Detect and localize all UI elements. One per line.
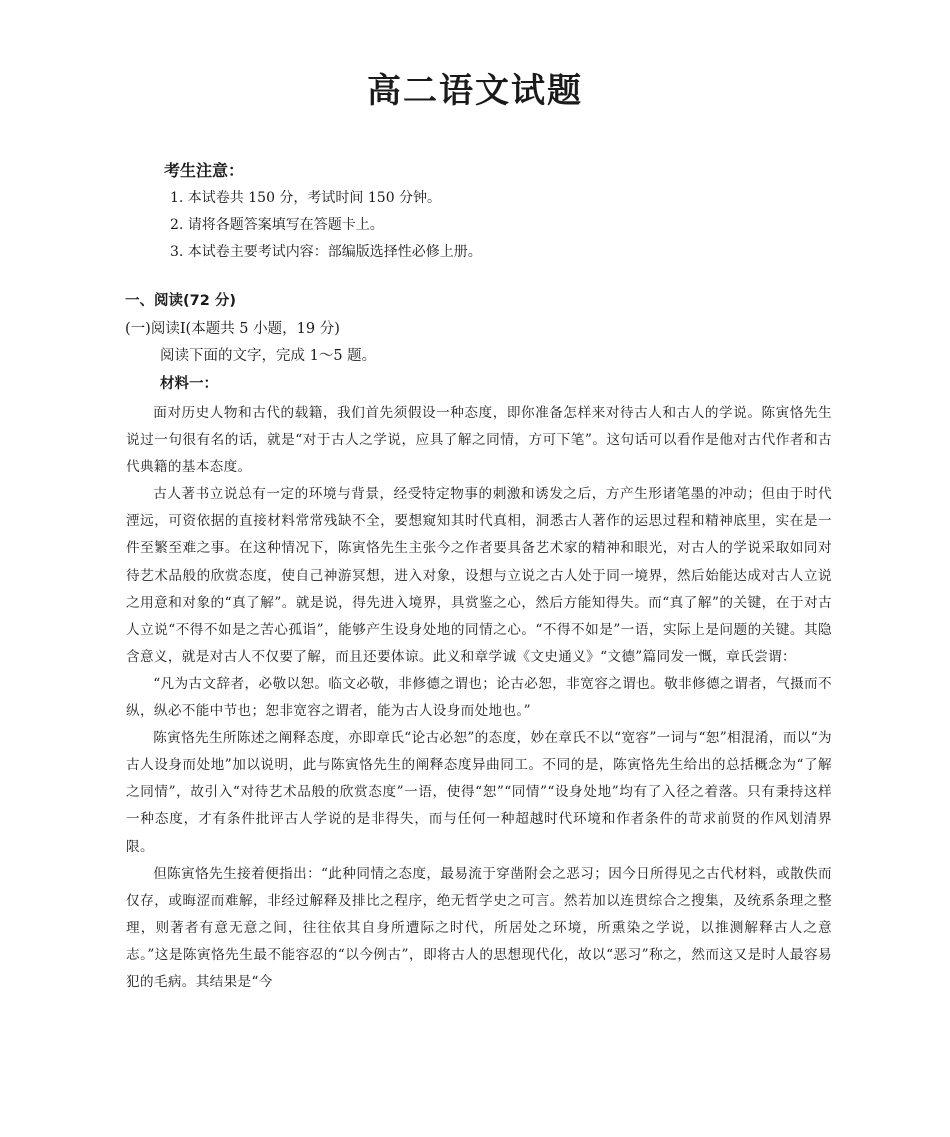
passage-text xyxy=(126,400,832,996)
notice-item: 2. 请将各题答案填写在答题卡上。 xyxy=(170,217,384,233)
paragraph: 但陈寅恪先生接着便指出：“此种同情之态度，最易流于穿凿附会之恶习；因今日所得见之古代材料，或散佚而仅存，或晦涩而难解，非经过解释及排比之程序，绝无哲学史之可言。然若加以连贯综合之搜集，及统系条理之整理，则著者有意无意之间，往往依其自身所遭际之时代，所居处之环境，所熏染之学说，以推测解释古人之意志。”这是陈寅恪先生最不能容忍的“以今例古”，即将古人的思想现代化，故以“恶习”称之，然而这又是时人最容易犯的毛病。其结果是“今 xyxy=(126,865,832,990)
notice-heading: 考生注意： xyxy=(164,161,245,180)
paragraph: 古人著书立说总有一定的环境与背景，经受特定物事的刺激和诱发之后，方产生形诸笔墨的冲动；但由于时代湮远，可资依据的直接材料常常残缺不全，要想窥知其时代真相，洞悉古人著作的运思过程和精神底里，实在是一件至繁至难之事。在这种情况下，陈寅恪先生主张今之作者要具备艺术家的精神和眼光，对古人的学说采取如同对待艺术品般的欣赏态度，使自己神游冥想，进入对象，设想与立说之古人处于同一境界，然后始能达成对古人立说之用意和对象的“真了解”。就是说，得先进入境界，具赏鉴之心，然后方能知得失。而“真了解”的关键，在于对古人立说“不得不如是之苦心孤诣”，能够产生设身处地的同情之心。“不得不如是”一语，实际上是问题的关键。其隐含意义，就是对古人不仅要了解，而且还要体谅。此义和章学诚《文史通义》“文德”篇同发一慨，章氏尝谓： xyxy=(126,486,832,665)
exam-title: 高二语文试题 xyxy=(367,71,583,111)
paragraph: 面对历史人物和古代的载籍，我们首先须假设一种态度，即你准备怎样来对待古人和古人的学说。陈寅恪先生说过一句很有名的话，就是“对于古人之学说，应具了解之同情，方可下笔”。这句话可以看作是他对古代作者和古代典籍的基本态度。 xyxy=(126,405,832,476)
section-heading: 一、阅读(72 分) xyxy=(125,293,236,309)
subsection-heading: (一)阅读Ⅰ(本题共 5 小题，19 分) xyxy=(125,321,340,337)
reading-instruction: 阅读下面的文字，完成 1～5 题。 xyxy=(160,348,377,364)
notice-item: 1. 本试卷共 150 分，考试时间 150 分钟。 xyxy=(170,190,442,206)
quote-paragraph: “凡为古文辞者，必敬以恕。临文必敬，非修德之谓也；论古必恕，非宽容之谓也。敬非修德之谓者，气摄而不纵，纵必不能中节也；恕非宽容之谓者，能为古人设身而处地也。” xyxy=(126,675,832,720)
material-label: 材料一： xyxy=(160,376,218,392)
notice-item: 3. 本试卷主要考试内容：部编版选择性必修上册。 xyxy=(170,244,482,260)
paragraph: 陈寅恪先生所陈述之阐释态度，亦即章氏“论古必恕”的态度，妙在章氏不以“宽容”一词与“恕”相混淆，而以“为古人设身而处地”加以说明，此与陈寅恪先生的阐释态度异曲同工。不同的是，陈寅恪先生给出的总括概念为“了解之同情”，故引入“对待艺术品般的欣赏态度”一语，使得“恕”“同情”“设身处地”均有了入径之着落。只有秉持这样一种态度，才有条件批评古人学说的是非得失，而与任何一种超越时代环境和作者条件的苛求前贤的作风划清界限。 xyxy=(126,730,832,855)
